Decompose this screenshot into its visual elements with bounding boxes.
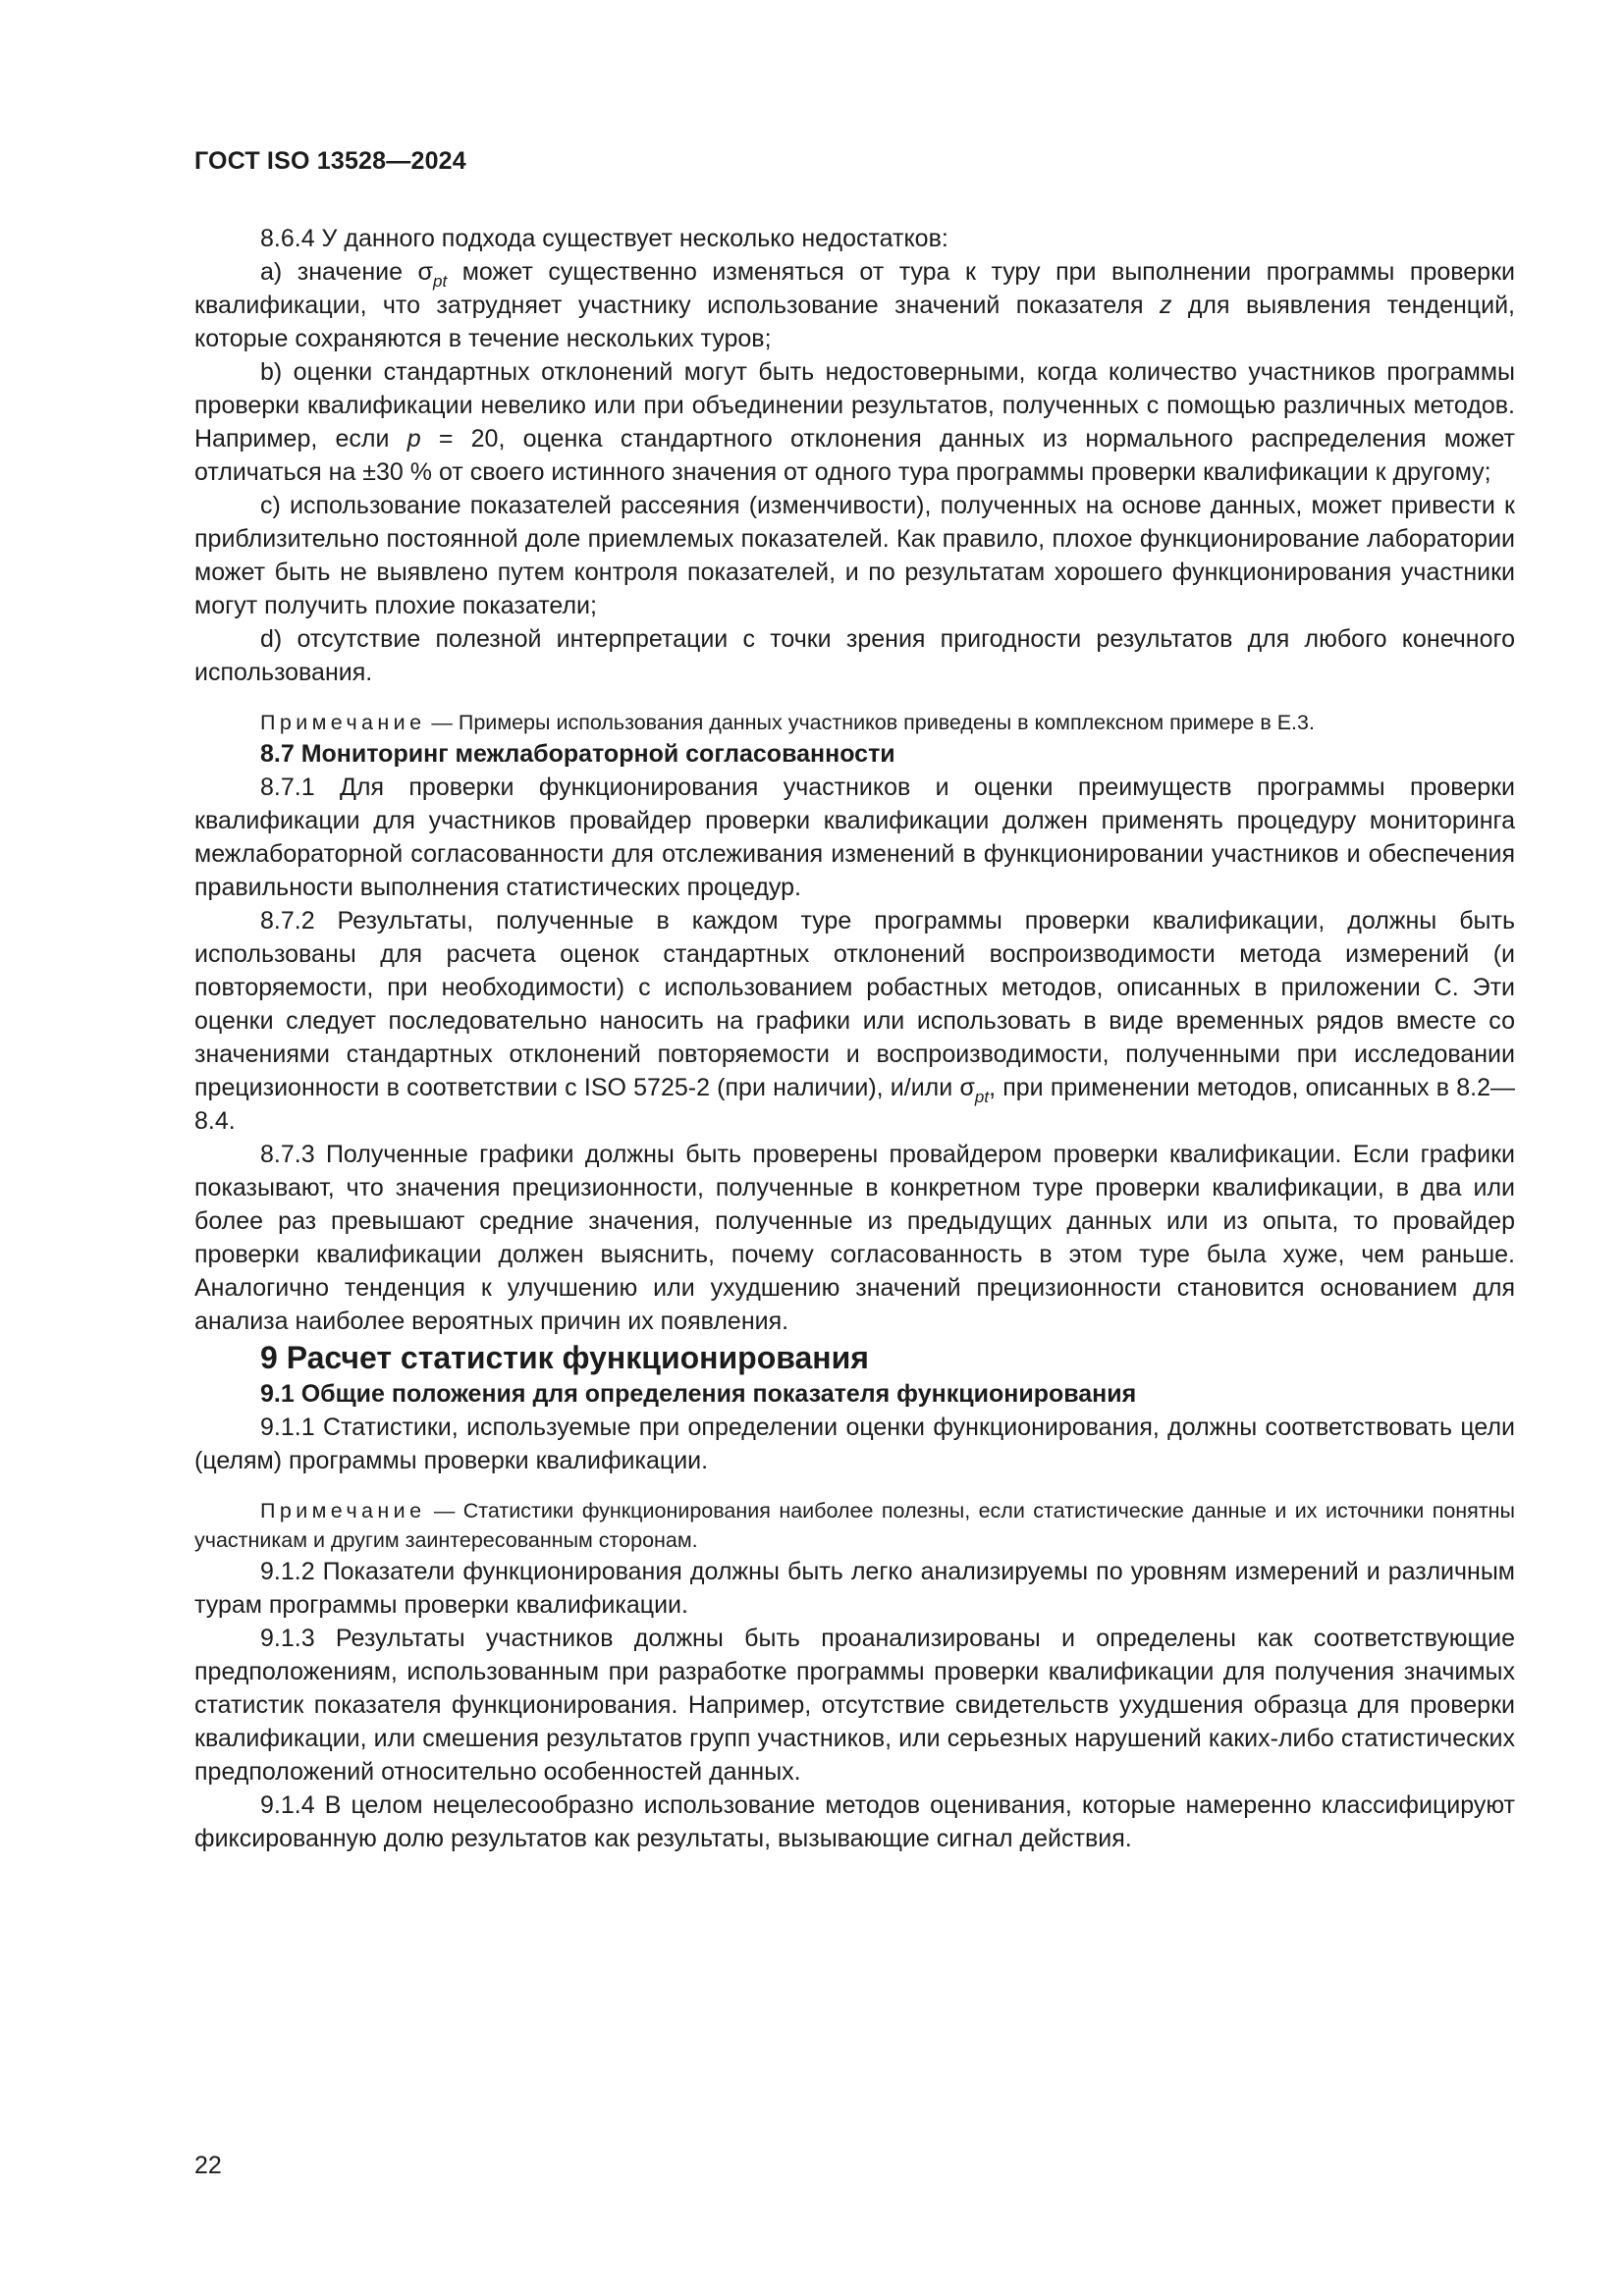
list-item-d: d) отсутствие полезной интерпретации с точки зрения пригодности результатов для любого конечного использования. (194, 625, 1515, 686)
text-run: а) значение (260, 258, 418, 286)
paragraph-8-7-1: 8.7.1 Для проверки функционирования участников и оценки преимуществ программы проверки квалификации для участников провайдер проверки квалификации должен применять процедуру мониторинга межлабораторной согласованности для отслеживания изменений в функционировании участников и обеспечения правильности выполнения статистических процедур. (194, 774, 1515, 901)
text-run: может существенно изменяться от тура к туру при выполнении программы проверки квалификации, что затрудняет участнику использование значений показателя (194, 258, 1515, 319)
text-run: b) оценки стандартных отклонений могут быть недостоверными, когда количество участников программы проверки квалификации невелико или при объединении результатов, полученных с помощью различных методов. Например, если (194, 358, 1515, 453)
document-body (194, 222, 1515, 1855)
paragraph-8-7-2 (194, 904, 1515, 1138)
note-9-1-1 (194, 1496, 1515, 1555)
heading-9-1: 9.1 Общие положения для определения показателя функционирования (260, 1380, 1137, 1408)
paragraph-8-7-3: 8.7.3 Полученные графики должны быть проверены провайдером проверки квалификации. Если графики показывают, что значения прецизионности, полученные в конкретном туре проверки квалификации, в два или более раз превышают средние значения, полученные из предыдущих данных или из опыта, то провайдер проверки квалификации должен выяснить, почему согласованность в этом туре была хуже, чем раньше. Аналогично тенденция к улучшению или ухудшению значений прецизионности становится основанием для анализа наиболее вероятных причин их появления. (194, 1141, 1515, 1335)
sigma-symbol: σ (959, 1074, 975, 1101)
text-run: = 20, оценка стандартного отклонения данных из нормального распределения может отличаться на ±30 % от своего истинного значения от одного тура программы проверки квалификации к другому; (194, 425, 1515, 486)
paragraph-9-1-3: 9.1.3 Результаты участников должны быть проанализированы и определены как соответствующие предположениям, использованным при разработке программы проверки квалификации для получения значимых статистик показателя функционирования. Например, отсутствие свидетельств ухудшения образца для проверки квалификации, или смешения результатов групп участников, или серьезных нарушений каких-либо статистических предположений относительно особенностей данных. (194, 1625, 1515, 1786)
subscript-pt: pt (432, 272, 448, 291)
sigma-symbol: σ (417, 258, 433, 286)
paragraph-9-1-1: 9.1.1 Статистики, используемые при определении оценки функционирования, должны соответствовать цели (целям) программы проверки квалификации. (194, 1414, 1515, 1474)
paragraph-9-1-4: 9.1.4 В целом нецелесообразно использование методов оценивания, которые намеренно классифицируют фиксированную долю результатов как результаты, вызывающие сигнал действия. (194, 1791, 1515, 1852)
text-run: 8.7.2 Результаты, полученные в каждом туре программы проверки квалификации, должны быть использованы для расчета оценок стандартных отклонений воспроизводимости метода измерений (и повторяемости, при необходимости) с использованием робастных методов, описанных в приложении С. Эти оценки следует последовательно наносить на графики или использовать в виде временных рядов вместе со значениями стандартных отклонений повторяемости и воспроизводимости, полученными при исследовании прецизионности в соответствии с ISO 5725-2 (при наличии), и/или (194, 907, 1515, 1101)
page-number: 22 (194, 2152, 222, 2179)
note-label: Примечание (260, 711, 426, 734)
subscript-pt: pt (974, 1088, 990, 1106)
heading-8-7: 8.7 Мониторинг межлабораторной согласованности (260, 740, 895, 768)
variable-z: z (1159, 292, 1172, 319)
note-label: Примечание (260, 1499, 426, 1522)
list-item-b (194, 355, 1515, 489)
list-item-c: с) использование показателей рассеяния (изменчивости), полученных на основе данных, может привести к приблизительно постоянной доле приемлемых показателей. Как правило, плохое функционирование лаборатории может быть не выявлено путем контроля показателей, и по результатам хорошего функционирования участники могут получить плохие показатели; (194, 492, 1515, 619)
heading-section-9: 9 Расчет статистик функционирования (260, 1340, 869, 1375)
document-header: ГОСТ ISO 13528—2024 (194, 147, 466, 175)
variable-p: p (406, 425, 421, 453)
note-text: — Примеры использования данных участников приведены в комплексном примере в Е.3. (425, 711, 1315, 734)
text-run: , при применении методов, описанных в 8.2—8.4. (194, 1074, 1515, 1135)
note-8-6-4 (194, 708, 1515, 737)
note-text: — Статистики функционирования наиболее полезны, если статистические данные и их источники понятны участникам и другим заинтересованным сторонам. (194, 1499, 1515, 1552)
text-run: для выявления тенденций, которые сохраняются в течение нескольких туров; (194, 292, 1516, 352)
paragraph-9-1-2: 9.1.2 Показатели функционирования должны быть легко анализируемы по уровням измерений и различным турам программы проверки квалификации. (194, 1558, 1515, 1619)
list-item-a (194, 255, 1515, 355)
paragraph-8-6-4-intro: 8.6.4 У данного подхода существует несколько недостатков: (260, 225, 948, 252)
